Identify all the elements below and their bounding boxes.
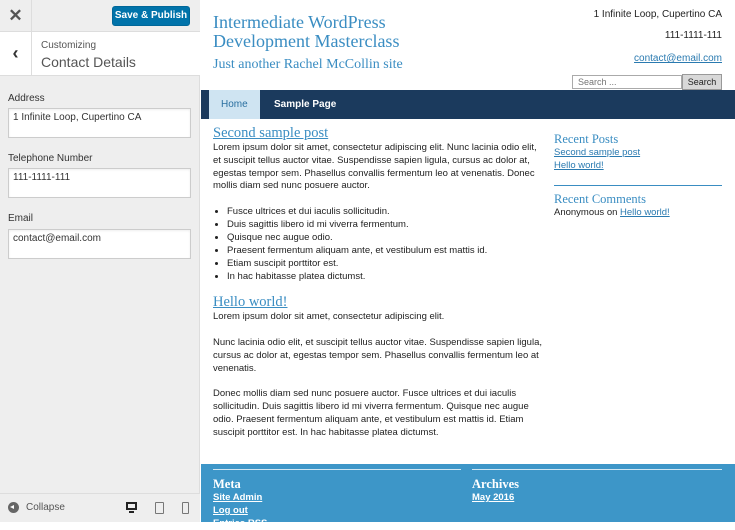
- site-title[interactable]: Intermediate WordPress Development Masterclass: [213, 12, 400, 51]
- contact-address: 1 Infinite Loop, Cupertino CA: [593, 9, 722, 20]
- comment-author: Anonymous: [554, 207, 605, 218]
- telephone-label: Telephone Number: [8, 153, 93, 164]
- email-label: Email: [8, 213, 34, 224]
- list-item: • Fusce ultrices et dui iaculis sollicitudin.: [227, 205, 545, 218]
- address-label: Address: [8, 93, 45, 104]
- footer-link-log-out[interactable]: Log out: [213, 505, 248, 516]
- recent-posts-title: Recent Posts: [554, 132, 619, 146]
- customizer-sidebar: [0, 0, 200, 522]
- post-paragraph: Nunc lacinia odio elit, et suscipit tellus auctor vitae. Suspendisse sapien ligula, cursus ac dolor at, egestas tempor sem. Phasellus convallis fermentum leo at venenatis.: [213, 336, 542, 374]
- post-title-link[interactable]: Second sample post: [213, 125, 329, 141]
- footer-link-site-admin[interactable]: Site Admin: [213, 492, 263, 503]
- list-item: • Quisque nec augue odio.: [227, 231, 545, 244]
- tablet-icon[interactable]: [154, 502, 166, 514]
- nav-item-home[interactable]: Home: [209, 90, 260, 119]
- customizer-header: [0, 0, 200, 32]
- post-paragraph: Lorem ipsum dolor sit amet, consectetur adipiscing elit.: [213, 311, 445, 323]
- footer-meta-title: Meta: [213, 477, 241, 491]
- recent-comments-title: Recent Comments: [554, 192, 646, 206]
- post-title-link[interactable]: Hello world!: [213, 294, 288, 311]
- customizer-footer: [0, 493, 200, 522]
- sidebar-widgets: [554, 132, 722, 220]
- footer-archives-title: Archives: [472, 477, 519, 491]
- email-field[interactable]: [8, 229, 191, 259]
- close-icon[interactable]: ✕: [0, 0, 32, 32]
- main-nav: [201, 90, 735, 119]
- site-tagline: Just another Rachel McCollin site: [213, 57, 403, 72]
- post-bullet-list: [227, 205, 545, 283]
- footer-link-entries-rss[interactable]: Entries RSS: [213, 518, 268, 529]
- comment-post-link[interactable]: Hello world!: [620, 207, 670, 218]
- nav-item-sample-page[interactable]: Sample Page: [274, 99, 337, 110]
- section-title: Contact Details: [41, 54, 136, 70]
- telephone-field[interactable]: [8, 168, 191, 198]
- chevron-left-icon[interactable]: ‹: [0, 32, 32, 75]
- post-paragraph: Donec mollis diam sed nunc posuere auctor. Fusce ultrices et dui iaculis sollicitudin. Duis sagittis libero id mi viverra fermentum. Quisque nec augue odio. Praesent fermentum aliquam ante, et vestibulum est mattis id. Etiam suscipit porttitor est. In hac habitasse platea dictumst.: [213, 388, 529, 438]
- post-paragraph: Lorem ipsum dolor sit amet, consectetur adipiscing elit. Nunc lacinia odio elit, et suscipit tellus auctor vitae. Suspendisse sapien ligula, cursus ac dolor at, egestas tempor sem. Phasellus convallis fermentum leo at venenatis. Donec mollis diam sed nunc posuere auctor.: [213, 142, 537, 192]
- list-item: • In hac habitasse platea dictumst.: [227, 270, 545, 283]
- list-item: • Etiam suscipit porttitor est.: [227, 257, 545, 270]
- desktop-icon[interactable]: [126, 502, 138, 514]
- footer-divider: [472, 469, 722, 470]
- recent-post-link[interactable]: Hello world!: [554, 159, 604, 171]
- footer-meta: [213, 469, 461, 530]
- site-footer: [201, 464, 735, 529]
- list-item: • Duis sagittis libero id mi viverra fermentum.: [227, 218, 545, 231]
- mobile-icon[interactable]: [180, 502, 192, 514]
- footer-archives: [472, 469, 722, 504]
- collapse-icon: [8, 502, 19, 513]
- contact-phone: 111-1111-111: [664, 30, 722, 41]
- collapse-label: Collapse: [26, 502, 65, 513]
- section-header: [0, 32, 200, 76]
- post-list: [213, 124, 545, 440]
- customizing-label: Customizing: [41, 40, 97, 51]
- address-field[interactable]: [8, 108, 191, 138]
- footer-divider: [213, 469, 461, 470]
- collapse-button[interactable]: [8, 502, 65, 513]
- widget-divider: [554, 185, 722, 186]
- recent-post-link[interactable]: Second sample post: [554, 147, 641, 158]
- list-item: • Praesent fermentum aliquam ante, et vestibulum est mattis id.: [227, 244, 545, 257]
- search-input[interactable]: [572, 75, 682, 89]
- save-publish-button[interactable]: Save & Publish: [112, 6, 190, 26]
- contact-email-link[interactable]: contact@email.com: [634, 53, 722, 64]
- site-preview: [201, 0, 735, 529]
- footer-link-archive[interactable]: May 2016: [472, 492, 515, 503]
- comment-on-text: on: [606, 207, 618, 218]
- search-button[interactable]: Search: [682, 74, 722, 90]
- recent-comment: [554, 207, 722, 220]
